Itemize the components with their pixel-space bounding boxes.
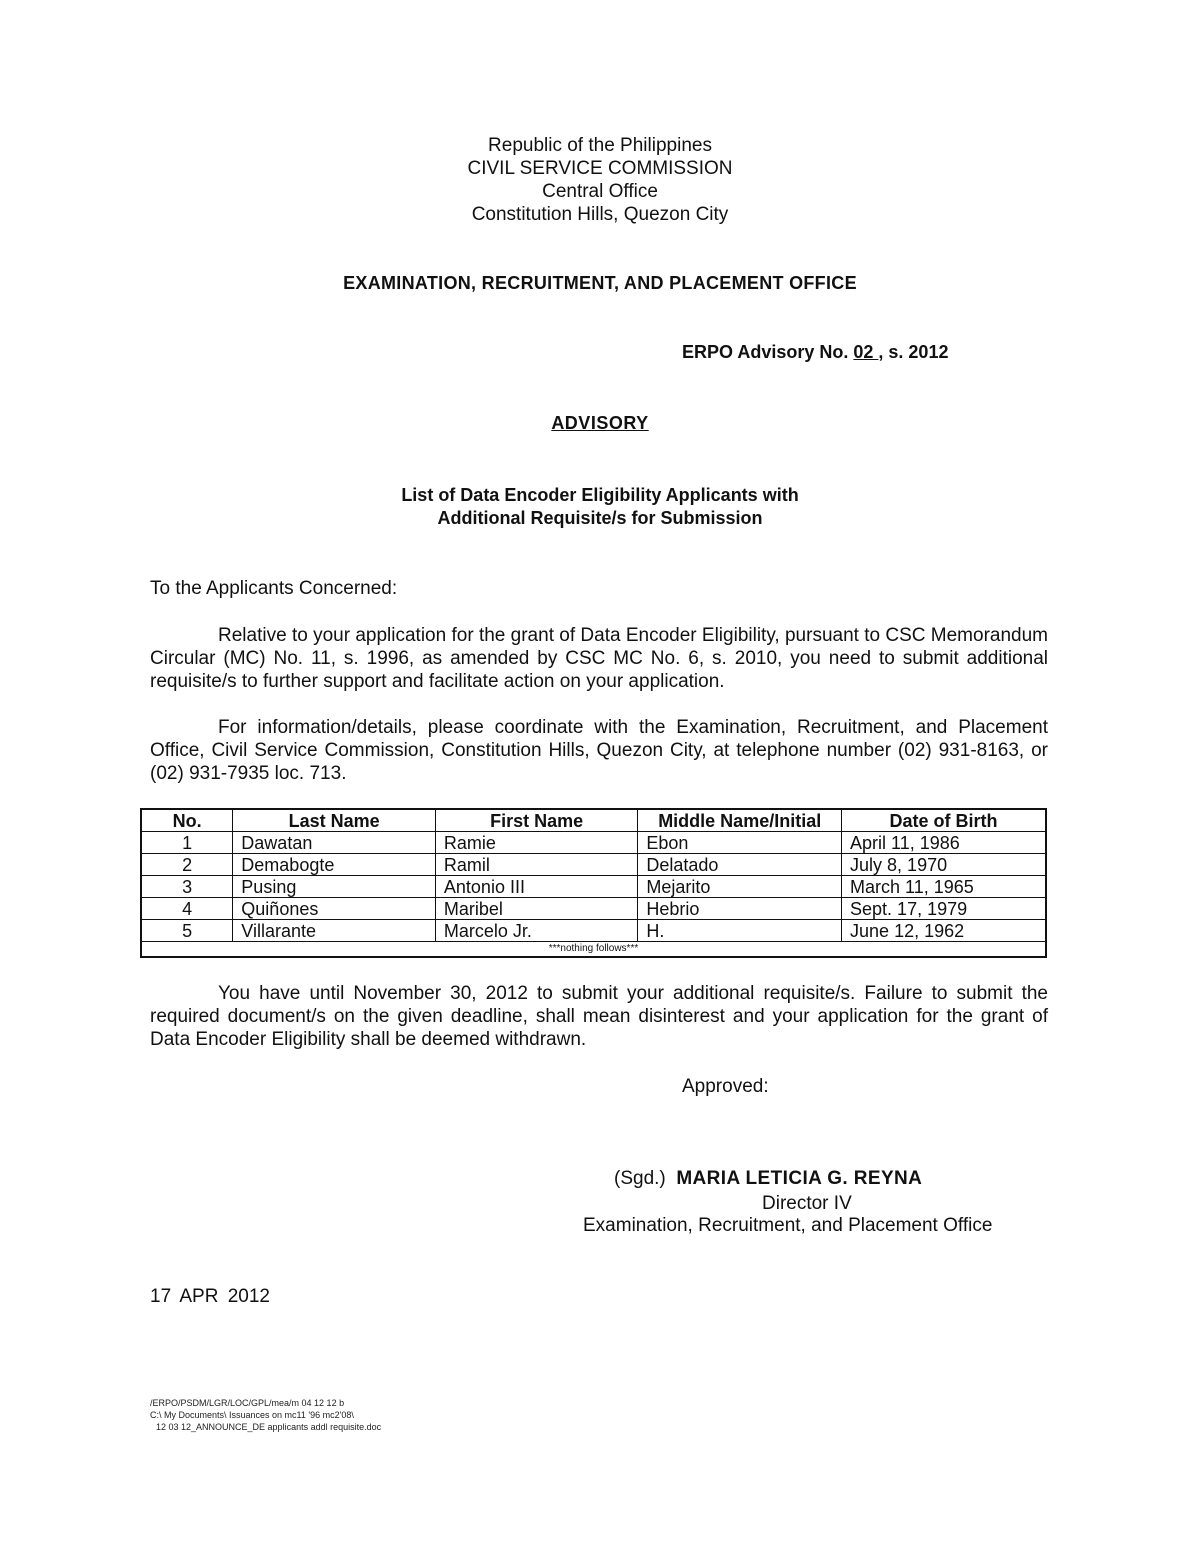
cell-date-of-birth: April 11, 1986 — [842, 832, 1046, 854]
table-row — [141, 854, 1046, 876]
sgd-mark: (Sgd.) — [614, 1168, 666, 1189]
cell-middle-name: Mejarito — [638, 876, 842, 898]
table-row — [141, 876, 1046, 898]
letterhead-central-office: Central Office — [542, 181, 658, 202]
advisory-heading: ADVISORY — [551, 413, 649, 433]
table-note-row — [141, 942, 1046, 958]
cell-first-name: Maribel — [435, 898, 637, 920]
letterhead-republic: Republic of the Philippines — [488, 135, 712, 156]
paragraph-3-text: You have until November 30, 2012 to submit your additional requisite/s. Failure to submit the required document/s on the given deadline, shall mean disinterest and your application for the grant of Data Encoder Eligibility shall be deemed withdrawn. — [150, 983, 1048, 1050]
office-title: EXAMINATION, RECRUITMENT, AND PLACEMENT OFFICE — [343, 273, 857, 293]
col-header-date-of-birth: Date of Birth — [842, 809, 1046, 832]
applicants-table — [140, 808, 1047, 958]
document-date: 17 APR 2012 — [150, 1286, 270, 1307]
paragraph-3 — [150, 982, 1048, 1051]
subject-line-1: List of Data Encoder Eligibility Applicants with — [401, 485, 799, 505]
cell-last-name: Quiñones — [233, 898, 436, 920]
advisory-number — [682, 342, 948, 363]
footer-ref-code: /ERPO/PSDM/LGR/LOC/GPL/mea/m 04 12 12 b — [150, 1398, 345, 1408]
paragraph-1-text: Relative to your application for the grant of Data Encoder Eligibility, pursuant to CSC Memorandum Circular (MC) No. 11, s. 1996, as amended by CSC MC No. 6, s. 2010, you need to submit additional requisite/s to further support and facilitate action on your application. — [150, 625, 1048, 692]
cell-date-of-birth: June 12, 1962 — [842, 920, 1046, 942]
cell-last-name: Demabogte — [233, 854, 436, 876]
paragraph-2-text: For information/details, please coordinate with the Examination, Recruitment, and Placement Office, Civil Service Commission, Constitution Hills, Quezon City, at telephone number (02) 931-8163, or (02) 931-7935 loc. 713. — [150, 717, 1048, 784]
table-header-row — [141, 809, 1046, 832]
cell-no: 3 — [141, 876, 233, 898]
signatory-name-line — [614, 1168, 922, 1190]
letterhead-address: Constitution Hills, Quezon City — [471, 204, 729, 225]
cell-middle-name: Delatado — [638, 854, 842, 876]
col-header-first-name: First Name — [435, 809, 637, 832]
cell-middle-name: Ebon — [638, 832, 842, 854]
signatory-office: Examination, Recruitment, and Placement Office — [583, 1215, 993, 1236]
cell-middle-name: H. — [638, 920, 842, 942]
nothing-follows-note: ***nothing follows*** — [141, 942, 1046, 958]
col-header-middle-name: Middle Name/Initial — [638, 809, 842, 832]
cell-first-name: Marcelo Jr. — [435, 920, 637, 942]
cell-first-name: Antonio III — [435, 876, 637, 898]
subject-line-2: Additional Requisite/s for Submission — [437, 508, 763, 528]
table-row — [141, 898, 1046, 920]
salutation: To the Applicants Concerned: — [150, 578, 398, 599]
paragraph-1 — [150, 624, 1048, 693]
advisory-number-value: 02 — [853, 342, 879, 362]
cell-date-of-birth: Sept. 17, 1979 — [842, 898, 1046, 920]
cell-last-name: Pusing — [233, 876, 436, 898]
cell-no: 2 — [141, 854, 233, 876]
cell-no: 1 — [141, 832, 233, 854]
cell-first-name: Ramil — [435, 854, 637, 876]
cell-date-of-birth: March 11, 1965 — [842, 876, 1046, 898]
signatory-position: Director IV — [762, 1193, 852, 1214]
letterhead-commission: CIVIL SERVICE COMMISSION — [467, 158, 733, 179]
letterhead — [0, 134, 1200, 226]
table-row — [141, 920, 1046, 942]
col-header-last-name: Last Name — [233, 809, 436, 832]
col-header-no: No. — [141, 809, 233, 832]
cell-no: 5 — [141, 920, 233, 942]
footer-file-name: 12 03 12_ANNOUNCE_DE applicants addl requisite.doc — [156, 1422, 382, 1432]
document-footer — [150, 1397, 381, 1433]
advisory-subject — [0, 484, 1200, 530]
cell-date-of-birth: July 8, 1970 — [842, 854, 1046, 876]
table-row — [141, 832, 1046, 854]
cell-last-name: Dawatan — [233, 832, 436, 854]
advisory-number-prefix: ERPO Advisory No. — [682, 342, 854, 362]
approved-label: Approved: — [682, 1076, 769, 1097]
advisory-number-suffix: , s. 2012 — [878, 342, 949, 362]
paragraph-2 — [150, 716, 1048, 785]
cell-no: 4 — [141, 898, 233, 920]
signatory-name: MARIA LETICIA G. REYNA — [676, 1168, 923, 1189]
cell-middle-name: Hebrio — [638, 898, 842, 920]
cell-first-name: Ramie — [435, 832, 637, 854]
cell-last-name: Villarante — [233, 920, 436, 942]
footer-file-path: C:\ My Documents\ Issuances on mc11 '96 mc2'08\ — [150, 1410, 354, 1420]
